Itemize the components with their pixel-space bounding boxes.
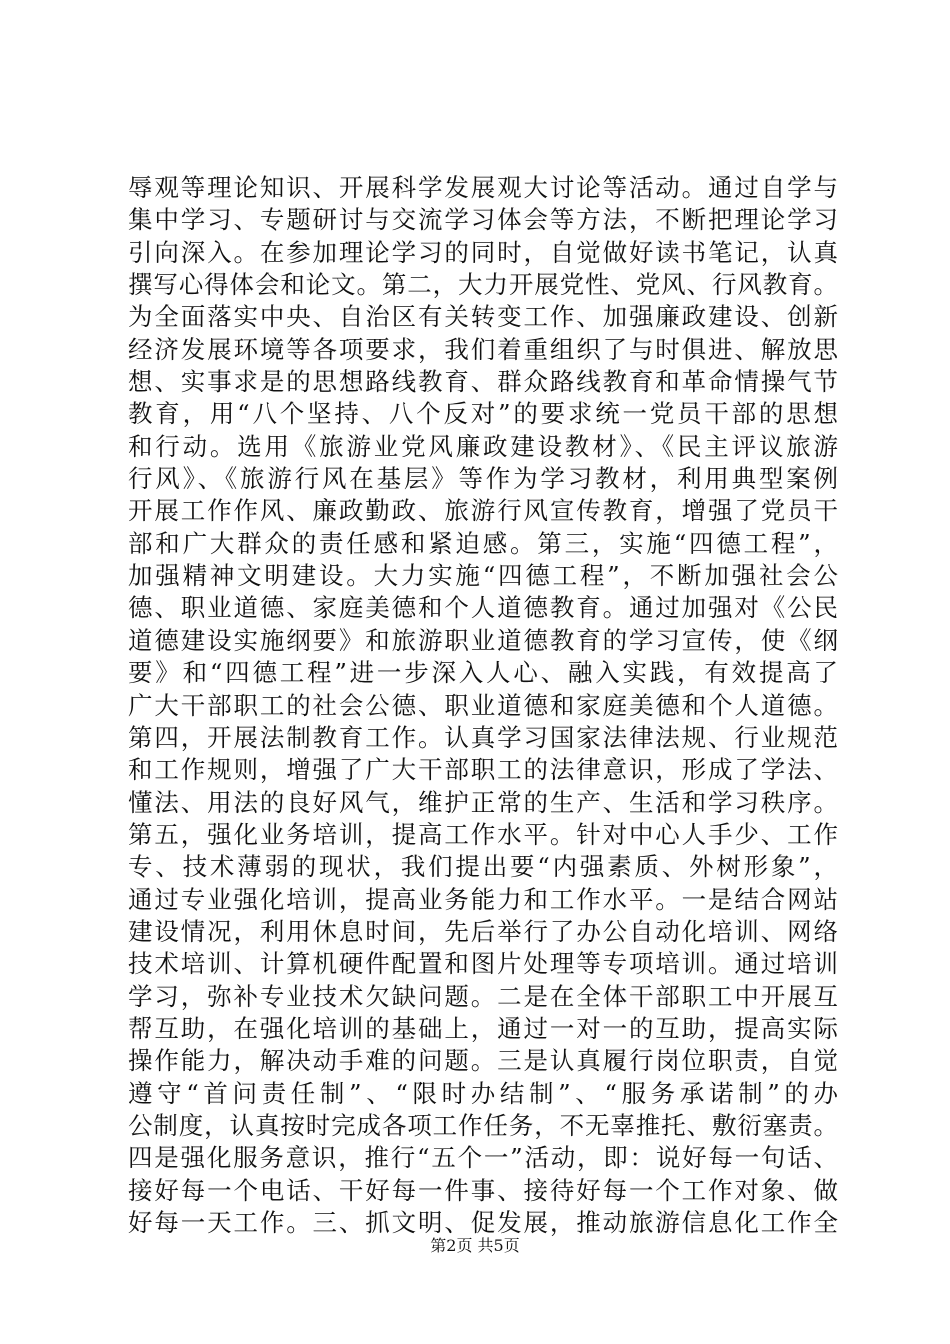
text-line: 和行动。选用《旅游业党风廉政建设教材》、《民主评议旅游 — [128, 431, 838, 461]
text-line: 四是强化服务意识，推行“五个一”活动，即：说好每一句话、 — [128, 1143, 838, 1173]
text-line: 好每一天工作。三、抓文明、促发展，推动旅游信息化工作全 — [128, 1208, 838, 1237]
text-line: 第五，强化业务培训，提高工作水平。针对中心人手少、工作 — [128, 819, 838, 849]
text-line: 加强精神文明建设。大力实施“四德工程”，不断加强社会公 — [128, 561, 838, 591]
text-line: 为全面落实中央、自治区有关转变工作、加强廉政建设、创新 — [128, 302, 838, 332]
text-line: 公制度，认真按时完成各项工作任务，不无辜推托、敷衍塞责。 — [128, 1110, 838, 1140]
text-line: 帮互助，在强化培训的基础上，通过一对一的互助，提高实际 — [128, 1013, 838, 1043]
text-line: 撰写心得体会和论文。第二，大力开展党性、党风、行风教育。 — [128, 270, 838, 300]
text-line: 教育，用“八个坚持、八个反对”的要求统一党员干部的思想 — [128, 399, 838, 429]
text-line: 道德建设实施纲要》和旅游职业道德教育的学习宣传，使《纲 — [128, 625, 838, 655]
text-line: 广大干部职工的社会公德、职业道德和家庭美德和个人道德。 — [128, 690, 838, 720]
text-line: 操作能力，解决动手难的问题。三是认真履行岗位职责，自觉 — [128, 1046, 838, 1076]
text-line: 和工作规则，增强了广大干部职工的法律意识，形成了学法、 — [128, 755, 838, 785]
text-line: 技术培训、计算机硬件配置和图片处理等专项培训。通过培训 — [128, 949, 838, 979]
text-line: 引向深入。在参加理论学习的同时，自觉做好读书笔记，认真 — [128, 237, 838, 267]
text-line: 建设情况，利用休息时间，先后举行了办公自动化培训、网络 — [128, 916, 838, 946]
text-line: 集中学习、专题研讨与交流学习体会等方法，不断把理论学习 — [128, 205, 838, 235]
text-line: 第四，开展法制教育工作。认真学习国家法律法规、行业规范 — [128, 722, 838, 752]
text-line: 要》和“四德工程”进一步深入人心、融入实践，有效提高了 — [128, 658, 838, 688]
text-line: 通过专业强化培训，提高业务能力和工作水平。一是结合网站 — [128, 884, 838, 914]
body-text — [128, 172, 838, 1239]
text-line: 开展工作作风、廉政勤政、旅游行风宣传教育，增强了党员干 — [128, 496, 838, 526]
text-line: 部和广大群众的责任感和紧迫感。第三，实施“四德工程”， — [128, 528, 838, 558]
text-line: 懂法、用法的良好风气，维护正常的生产、生活和学习秩序。 — [128, 787, 838, 817]
text-line: 专、技术薄弱的现状，我们提出要“内强素质、外树形象”， — [128, 852, 838, 882]
page-footer: 第2页 共5页 — [430, 1236, 520, 1255]
text-line: 辱观等理论知识、开展科学发展观大讨论等活动。通过自学与 — [128, 173, 838, 202]
text-line: 学习，弥补专业技术欠缺问题。二是在全体干部职工中开展互 — [128, 981, 838, 1011]
text-line: 行风》、《旅游行风在基层》等作为学习教材，利用典型案例 — [128, 464, 838, 494]
text-line: 德、职业道德、家庭美德和个人道德教育。通过加强对《公民 — [128, 593, 838, 623]
text-line: 遵守“首问责任制”、“限时办结制”、“服务承诺制”的办 — [128, 1078, 838, 1108]
text-line: 经济发展环境等各项要求，我们着重组织了与时俱进、解放思 — [128, 334, 838, 364]
text-line: 接好每一个电话、干好每一件事、接待好每一个工作对象、做 — [128, 1175, 838, 1205]
text-line: 想、实事求是的思想路线教育、群众路线教育和革命情操气节 — [128, 367, 838, 397]
